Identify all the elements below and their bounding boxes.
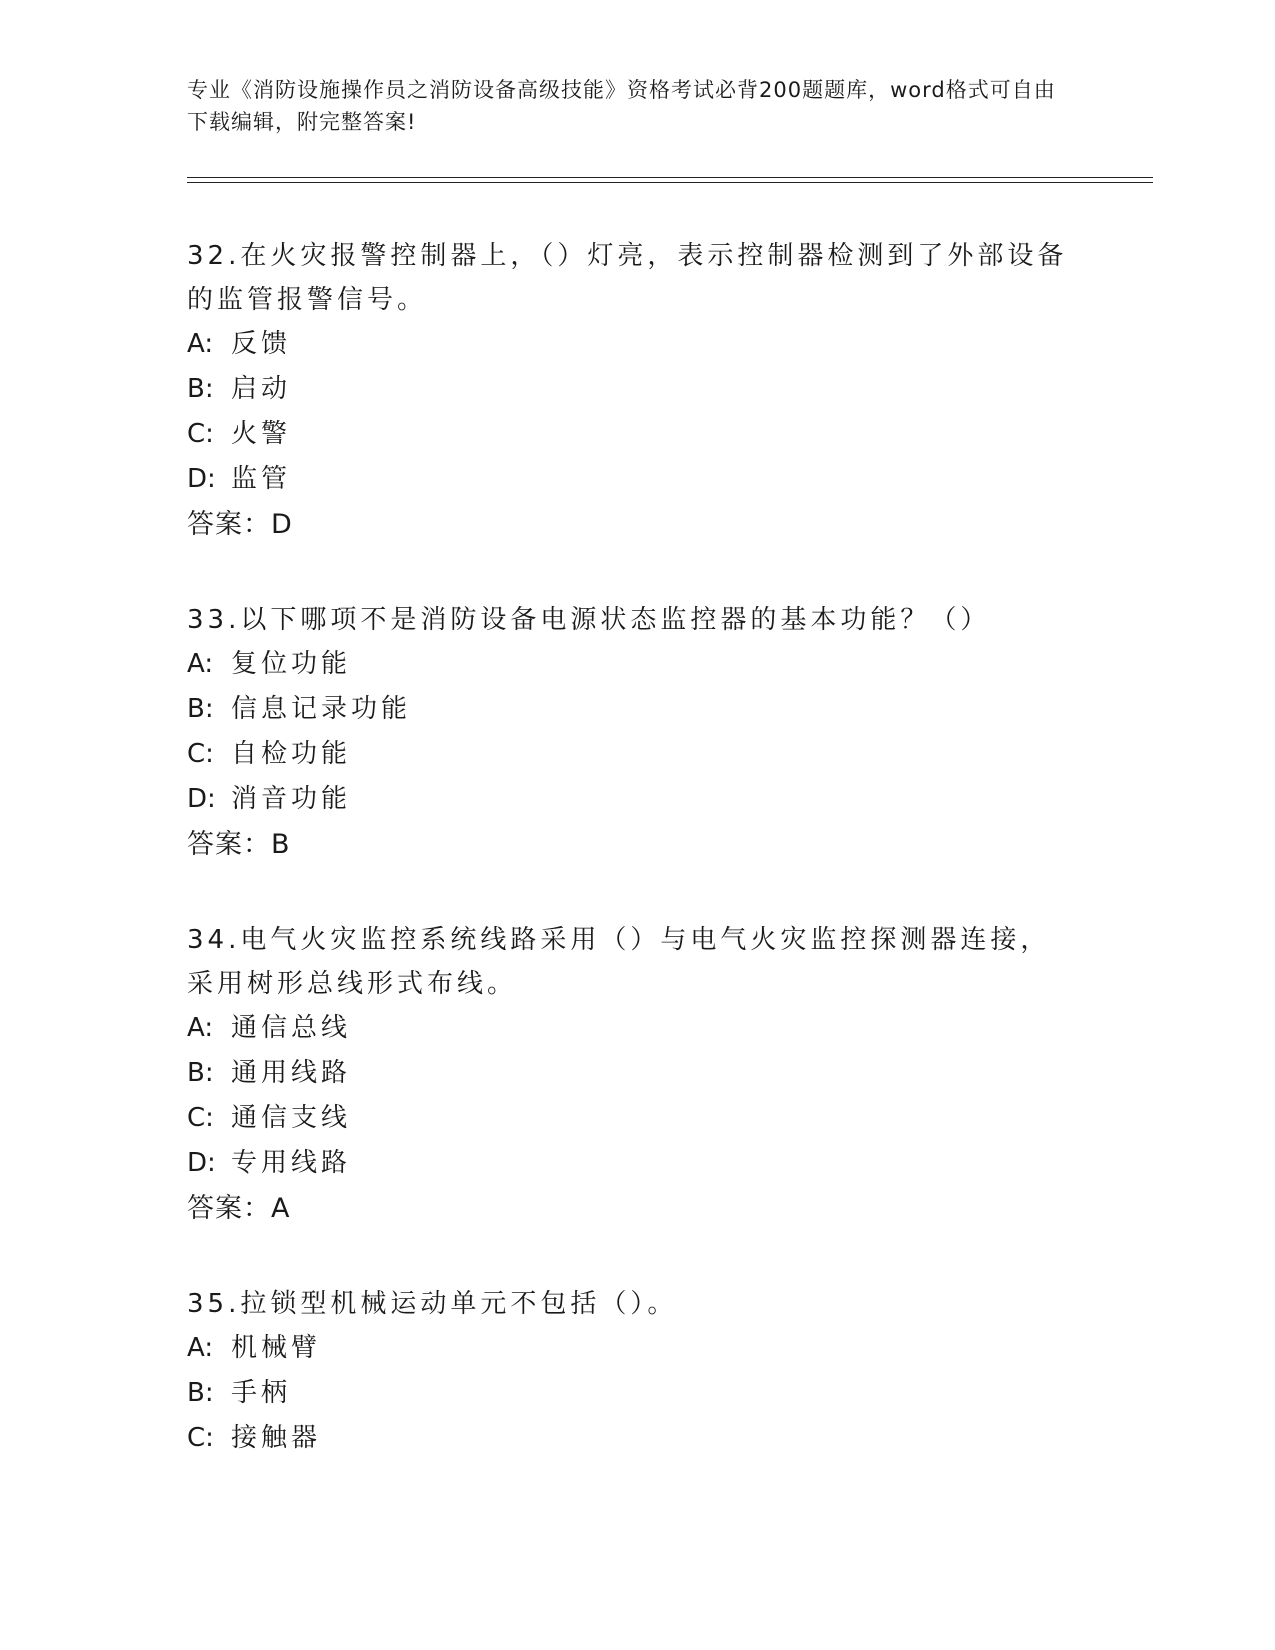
option-text: 消音功能 — [231, 784, 352, 814]
question-stem: 34.电气火灾监控系统线路采用（）与电气火灾监控探测器连接，采用树形总线形式布线。 — [187, 925, 1051, 999]
option-c — [187, 1096, 1077, 1141]
option-b — [187, 367, 1077, 412]
option-a — [187, 322, 1077, 367]
question-35 — [187, 1282, 1077, 1461]
question-stem: 33.以下哪项不是消防设备电源状态监控器的基本功能？（） — [187, 605, 991, 635]
answer-line: 答案：A — [187, 1193, 291, 1224]
option-c — [187, 1416, 1077, 1461]
answer-line: 答案：B — [187, 829, 291, 860]
question-stem: 35.拉锁型机械运动单元不包括（）。 — [187, 1289, 678, 1319]
option-letter: B: — [187, 374, 214, 404]
option-text: 通信总线 — [231, 1013, 352, 1043]
option-letter: A: — [187, 1333, 214, 1363]
answer-line: 答案：D — [187, 509, 293, 540]
option-a — [187, 1006, 1077, 1051]
question-33 — [187, 598, 1077, 868]
option-letter: B: — [187, 1058, 214, 1088]
header-divider-bottom — [187, 182, 1153, 183]
option-text: 通信支线 — [231, 1103, 352, 1133]
option-letter: B: — [187, 1378, 214, 1408]
question-34 — [187, 918, 1077, 1232]
option-letter: D: — [187, 1148, 216, 1178]
header-divider-top — [187, 177, 1153, 178]
option-text: 接触器 — [231, 1423, 322, 1453]
option-text: 启动 — [231, 374, 292, 404]
option-text: 通用线路 — [231, 1058, 352, 1088]
option-letter: A: — [187, 329, 214, 359]
option-text: 监管 — [231, 464, 292, 494]
option-text: 反馈 — [231, 329, 292, 359]
option-c — [187, 412, 1077, 457]
document-intro: 专业《消防设施操作员之消防设备高级技能》资格考试必背200题题库，word格式可自由下载编辑，附完整答案! — [187, 78, 1056, 134]
option-text: 火警 — [231, 419, 292, 449]
option-text: 手柄 — [231, 1378, 292, 1408]
option-b — [187, 1371, 1077, 1416]
option-b — [187, 687, 1077, 732]
option-d — [187, 1141, 1077, 1186]
option-a — [187, 1326, 1077, 1371]
option-c — [187, 732, 1077, 777]
option-letter: C: — [187, 419, 214, 449]
option-letter: A: — [187, 649, 214, 679]
option-b — [187, 1051, 1077, 1096]
option-letter: C: — [187, 739, 214, 769]
option-d — [187, 777, 1077, 822]
option-text: 复位功能 — [231, 649, 352, 679]
option-text: 机械臂 — [231, 1333, 322, 1363]
option-d — [187, 457, 1077, 502]
option-letter: B: — [187, 694, 214, 724]
option-letter: C: — [187, 1103, 214, 1133]
option-letter: D: — [187, 464, 216, 494]
option-letter: D: — [187, 784, 216, 814]
option-text: 信息记录功能 — [231, 694, 412, 724]
option-a — [187, 642, 1077, 687]
option-letter: A: — [187, 1013, 214, 1043]
option-text: 专用线路 — [231, 1148, 352, 1178]
question-32 — [187, 234, 1077, 548]
option-letter: C: — [187, 1423, 214, 1453]
option-text: 自检功能 — [231, 739, 352, 769]
question-stem: 32.在火灾报警控制器上，（）灯亮，表示控制器检测到了外部设备的监管报警信号。 — [187, 241, 1068, 315]
